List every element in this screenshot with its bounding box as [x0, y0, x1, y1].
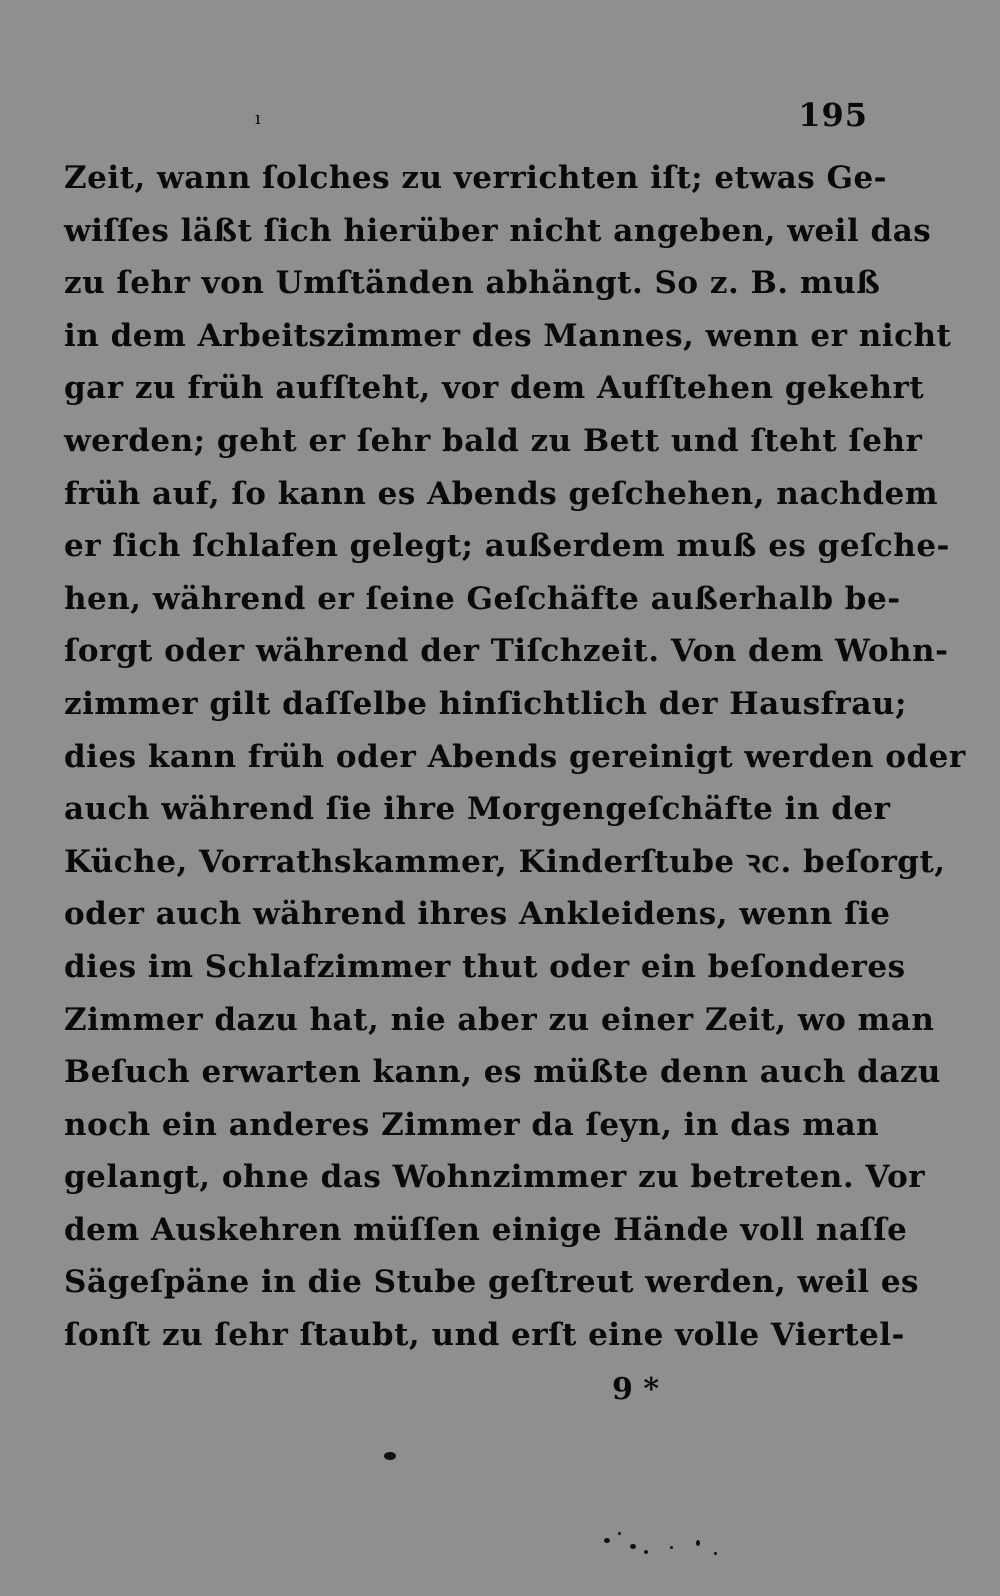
top-mark: ı: [255, 108, 261, 129]
signature-mark: 9 *: [612, 1372, 660, 1407]
text-line: in dem Arbeitszimmer des Mannes, wenn er nicht: [64, 317, 952, 354]
ink-speck: [696, 1540, 700, 1546]
text-line: dies im Schlafzimmer thut oder ein beſonderes: [64, 948, 906, 985]
text-line: Zimmer dazu hat, nie aber zu einer Zeit, wo man: [64, 1001, 935, 1038]
text-line: auch während ſie ihre Morgengeſchäfte in der: [64, 791, 891, 828]
ink-speck: [384, 1452, 396, 1460]
ink-speck: [618, 1532, 621, 1535]
text-line: dem Auskehren müſſen einige Hände voll naſſe: [64, 1211, 908, 1248]
text-line: oder auch während ihres Ankleidens, wenn ſie: [64, 896, 891, 933]
text-line: hen, während er ſeine Geſchäfte außerhalb be-: [64, 580, 901, 617]
text-line: gelangt, ohne das Wohnzimmer zu betreten. Vor: [64, 1159, 926, 1196]
text-line: wiſſes läßt ſich hierüber nicht angeben, weil das: [64, 212, 932, 249]
text-line: Küche, Vorrathskammer, Kinderſtube ꝛc. beſorgt,: [64, 843, 946, 880]
body-text: [64, 152, 966, 1362]
ink-speck-cluster: [600, 1528, 730, 1568]
ink-speck: [714, 1552, 717, 1555]
text-line: ſonſt zu ſehr ſtaubt, und erſt eine volle Viertel-: [64, 1317, 905, 1354]
text-line: noch ein anderes Zimmer da ſeyn, in das man: [64, 1106, 880, 1143]
text-line: er ſich ſchlafen gelegt; außerdem muß es geſche-: [64, 528, 950, 565]
text-line: gar zu früh aufſteht, vor dem Aufſtehen gekehrt: [64, 370, 925, 407]
text-line: dies kann früh oder Abends gereinigt werden oder: [64, 738, 966, 775]
text-line: zu ſehr von Umſtänden abhängt. So z. B. muß: [64, 265, 881, 302]
ink-speck: [604, 1538, 610, 1543]
text-line: werden; geht er ſehr bald zu Bett und ſteht ſehr: [64, 422, 923, 459]
text-line: Zeit, wann ſolches zu verrichten iſt; etwas Ge-: [64, 160, 888, 196]
text-line: Beſuch erwarten kann, es müßte denn auch dazu: [64, 1054, 941, 1091]
page-number: 195: [798, 96, 868, 134]
ink-speck: [644, 1550, 648, 1554]
text-line: zimmer gilt daſſelbe hinſichtlich der Hausfrau;: [64, 685, 907, 722]
text-line: früh auf, ſo kann es Abends geſchehen, nachdem: [64, 475, 939, 512]
ink-speck: [670, 1546, 673, 1549]
text-line: ſorgt oder während der Tiſchzeit. Von dem Wohn-: [64, 633, 949, 670]
ink-speck: [630, 1544, 636, 1549]
text-line: Sägeſpäne in die Stube geſtreut werden, weil es: [64, 1264, 919, 1301]
